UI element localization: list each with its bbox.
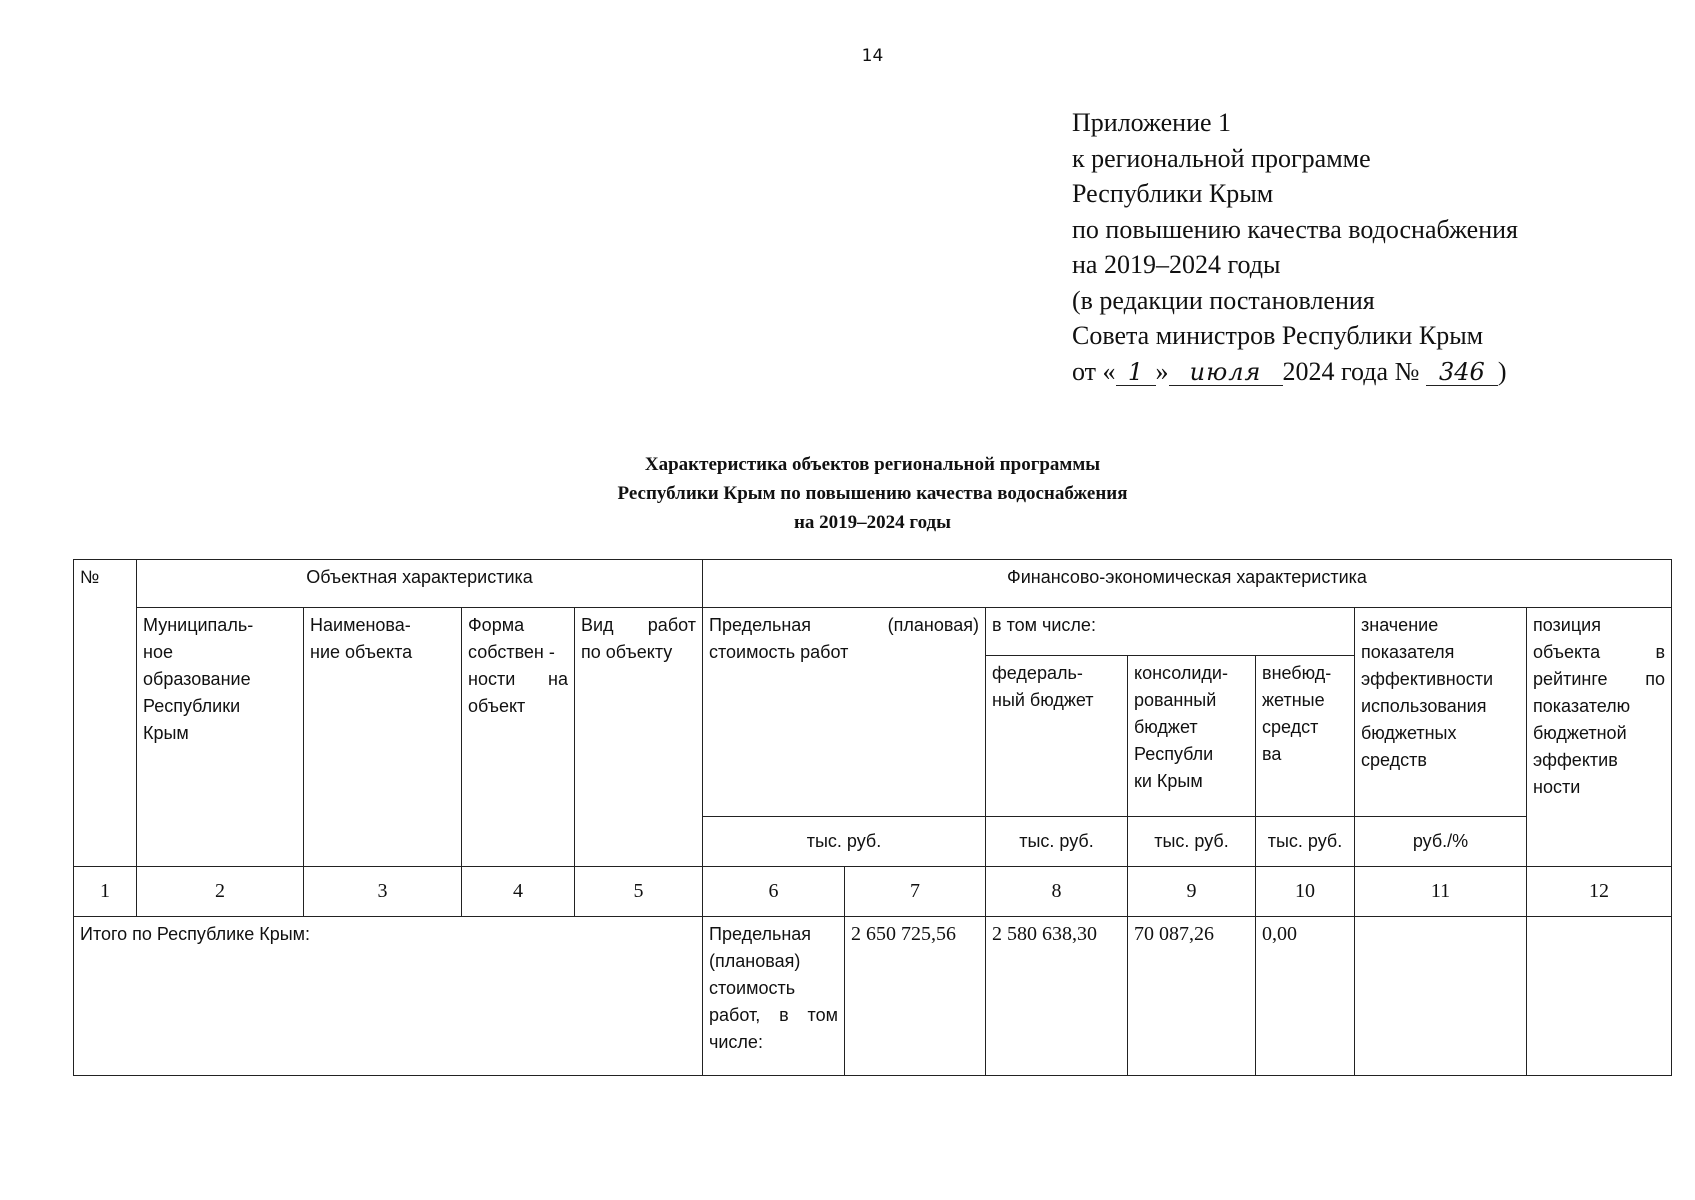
date-prefix: от « bbox=[1072, 356, 1116, 386]
date-suffix: ) bbox=[1497, 356, 1507, 386]
column-number: 1 bbox=[74, 867, 137, 917]
objects-table bbox=[73, 559, 1672, 1076]
handwritten-month: июля bbox=[1169, 359, 1283, 386]
total-cost-word: в bbox=[779, 1005, 789, 1025]
appendix-date-line bbox=[1072, 354, 1518, 390]
header-ownership-line: объект bbox=[468, 696, 526, 716]
unit-indicator: руб./% bbox=[1355, 817, 1527, 867]
header-work-line: по объекту bbox=[581, 642, 673, 662]
header-max-cost bbox=[703, 608, 986, 817]
total-cost-label-line bbox=[709, 1002, 838, 1029]
header-federal-budget: федераль- ный бюджет bbox=[986, 656, 1128, 817]
header-including: в том числе: bbox=[986, 608, 1355, 656]
header-ownership-line: Форма bbox=[468, 615, 525, 635]
column-number: 8 bbox=[986, 867, 1128, 917]
column-number: 5 bbox=[575, 867, 703, 917]
appendix-line: на 2019–2024 годы bbox=[1072, 250, 1281, 279]
title-line: Республики Крым по повышению качества водоснабжения bbox=[617, 483, 1128, 504]
header-position-line bbox=[1533, 666, 1665, 693]
header-position-word: по bbox=[1645, 669, 1665, 689]
header-consolidated-budget: консолиди- рованный бюджет Республи ки Крым bbox=[1128, 656, 1256, 817]
header-position-line bbox=[1533, 639, 1665, 666]
total-extrabudget-value: 0,00 bbox=[1256, 917, 1355, 1076]
column-number: 3 bbox=[304, 867, 462, 917]
header-work-word: работ bbox=[647, 615, 696, 635]
header-work-line bbox=[581, 612, 696, 639]
total-cost-label bbox=[703, 917, 845, 1076]
date-mid: » bbox=[1155, 356, 1169, 386]
column-number: 6 bbox=[703, 867, 845, 917]
appendix-line: к региональной программе bbox=[1072, 143, 1371, 173]
appendix-line: по повышению качества водоснабжения bbox=[1072, 214, 1519, 244]
header-efficiency-indicator: значение показателя эффективности использования бюджетных средств bbox=[1355, 608, 1527, 817]
unit-consolidated: тыс. руб. bbox=[1128, 817, 1256, 867]
header-rating-position bbox=[1527, 608, 1672, 867]
total-cost-word: работ, bbox=[709, 1005, 761, 1025]
total-indicator-value bbox=[1355, 917, 1527, 1076]
header-ownership-form bbox=[462, 608, 575, 867]
header-ownership-line bbox=[468, 666, 568, 693]
header-extrabudgetary: внебюд- жетные средст ва bbox=[1256, 656, 1355, 817]
header-cost-word: Предельная bbox=[709, 615, 812, 635]
appendix-block bbox=[1072, 105, 1518, 389]
column-number: 4 bbox=[462, 867, 575, 917]
handwritten-document-number: 346 bbox=[1426, 359, 1498, 386]
column-number: 2 bbox=[137, 867, 304, 917]
unit-federal: тыс. руб. bbox=[986, 817, 1128, 867]
unit-cost: тыс. руб. bbox=[703, 817, 986, 867]
total-cost-value: 2 650 725,56 bbox=[845, 917, 986, 1076]
date-year: 2024 года № bbox=[1282, 356, 1426, 386]
header-cost-line: стоимость работ bbox=[709, 642, 849, 662]
header-financial-characteristics: Финансово-экономическая характеристика bbox=[703, 560, 1672, 608]
header-ownership-line: собствен - bbox=[468, 642, 555, 662]
header-object-name: Наименова- ние объекта bbox=[304, 608, 462, 867]
column-number: 11 bbox=[1355, 867, 1527, 917]
header-ownership-word: на bbox=[548, 669, 568, 689]
column-number: 9 bbox=[1128, 867, 1256, 917]
total-federal-value: 2 580 638,30 bbox=[986, 917, 1128, 1076]
header-position-line: показателю бюджетной эффектив ности bbox=[1533, 696, 1631, 797]
title-line: на 2019–2024 годы bbox=[793, 512, 951, 533]
header-position-word: объекта bbox=[1533, 642, 1601, 662]
total-label: Итого по Республике Крым: bbox=[74, 917, 703, 1076]
total-cost-label-line: числе: bbox=[709, 1032, 763, 1052]
header-ownership-word: ности bbox=[468, 669, 516, 689]
header-work-type bbox=[575, 608, 703, 867]
total-cost-word: том bbox=[807, 1005, 838, 1025]
header-number: № bbox=[74, 560, 137, 867]
table-row-total bbox=[74, 917, 1672, 1076]
appendix-line: Республики Крым bbox=[1072, 179, 1274, 208]
appendix-line: Совета министров Республики Крым bbox=[1072, 321, 1484, 350]
unit-extrabudget: тыс. руб. bbox=[1256, 817, 1355, 867]
column-number: 10 bbox=[1256, 867, 1355, 917]
total-consolidated-value: 70 087,26 bbox=[1128, 917, 1256, 1076]
header-municipality: Муниципаль- ное образование Республики Крым bbox=[137, 608, 304, 867]
handwritten-day: 1 bbox=[1116, 359, 1156, 386]
title-line: Характеристика объектов региональной программы bbox=[644, 454, 1101, 475]
total-cost-label-lines: Предельная (плановая) стоимость bbox=[709, 924, 812, 998]
header-position-line: позиция bbox=[1533, 615, 1601, 635]
column-number: 7 bbox=[845, 867, 986, 917]
column-number: 12 bbox=[1527, 867, 1672, 917]
header-position-word: рейтинге bbox=[1533, 669, 1608, 689]
appendix-line: (в редакции постановления bbox=[1072, 285, 1375, 315]
header-cost-word: (плановая) bbox=[887, 615, 979, 635]
header-work-word: Вид bbox=[581, 615, 614, 635]
page-number: 14 bbox=[861, 46, 884, 66]
header-cost-line bbox=[709, 612, 979, 639]
total-position-value bbox=[1527, 917, 1672, 1076]
header-object-characteristics: Объектная характеристика bbox=[137, 560, 703, 608]
appendix-line: Приложение 1 bbox=[1072, 108, 1232, 137]
header-position-word: в bbox=[1655, 642, 1665, 662]
document-title bbox=[0, 450, 1695, 537]
